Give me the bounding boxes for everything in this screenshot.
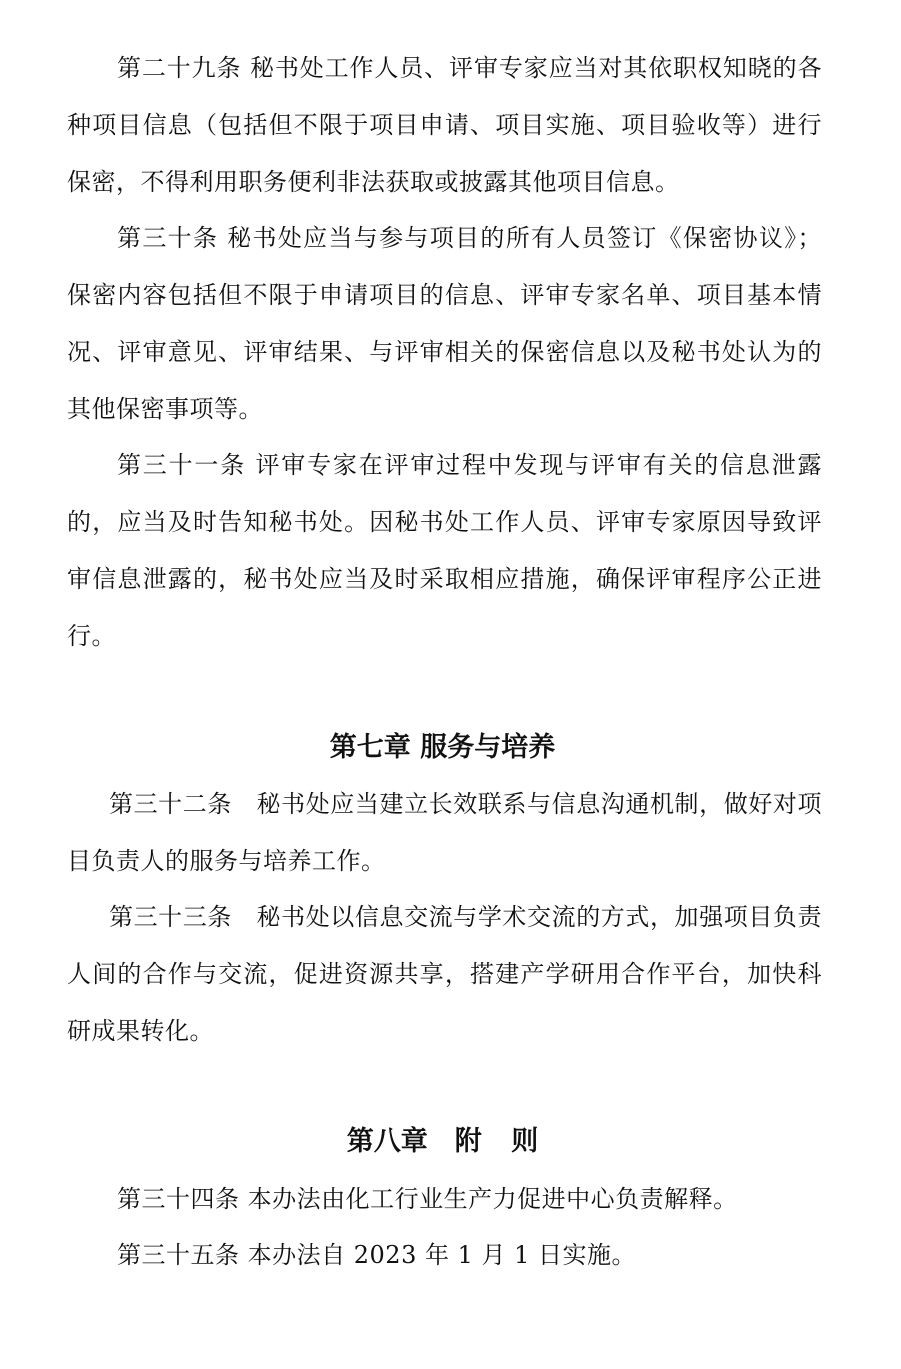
article-30: 第三十条 秘书处应当与参与项目的所有人员签订《保密协议》；保密内容包括但不限于申请项目的信息、评审专家名单、项目基本情况、评审意见、评审结果、与评审相关的保密信息以及秘书处认为的其他保密事项等。 bbox=[67, 224, 822, 423]
article-31: 第三十一条 评审专家在评审过程中发现与评审有关的信息泄露的，应当及时告知秘书处。因秘书处工作人员、评审专家原因导致评审信息泄露的，秘书处应当及时采取相应措施，确保评审程序公正进行。 bbox=[67, 451, 822, 650]
article-34: 第三十四条 本办法由化工行业生产力促进中心负责解释。 bbox=[117, 1185, 738, 1213]
chapter-7-heading: 第七章 服务与培养 bbox=[329, 732, 556, 763]
article-32: 第三十二条 秘书处应当建立长效联系与信息沟通机制，做好对项目负责人的服务与培养工作。 bbox=[67, 790, 822, 875]
article-33: 第三十三条 秘书处以信息交流与学术交流的方式，加强项目负责人间的合作与交流，促进资源共享，搭建产学研用合作平台，加快科研成果转化。 bbox=[67, 903, 822, 1045]
chapter-8-heading: 第八章 附 则 bbox=[346, 1126, 539, 1157]
article-35: 第三十五条 本办法自 2023 年 1 月 1 日实施。 bbox=[117, 1241, 637, 1269]
article-29: 第二十九条 秘书处工作人员、评审专家应当对其依职权知晓的各种项目信息（包括但不限于项目申请、项目实施、项目验收等）进行保密，不得利用职务便利非法获取或披露其他项目信息。 bbox=[67, 54, 822, 196]
